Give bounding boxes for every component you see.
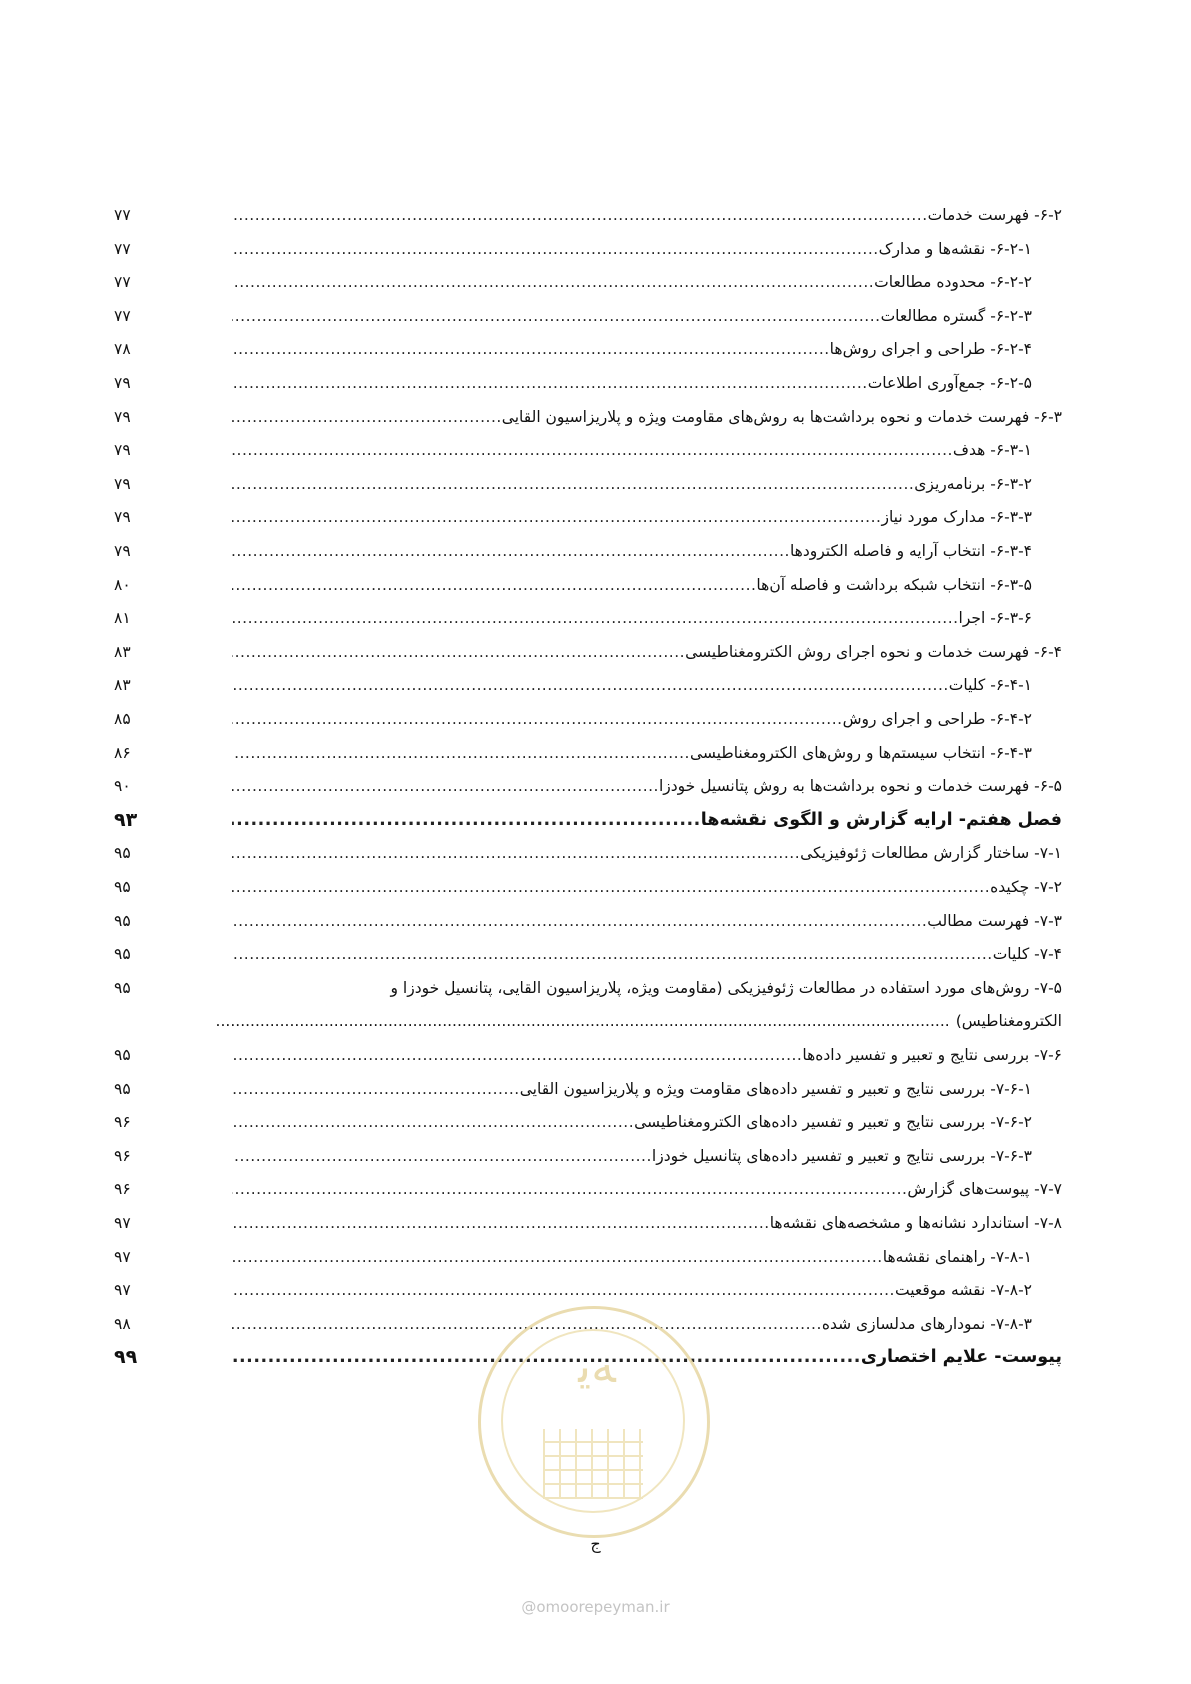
- toc-entry-title: ۷-۸-۱- راهنمای نقشه‌ها: [882, 1248, 1032, 1266]
- toc-entry-title: ۷-۸- استاندارد نشانه‌ها و مشخصه‌های نقشه‌ها: [769, 1214, 1062, 1232]
- toc-entry[interactable]: [100, 1273, 1062, 1307]
- toc-entry-page: ۹۵: [114, 844, 131, 862]
- toc-entry[interactable]: [100, 870, 1062, 904]
- toc-entry[interactable]: [100, 534, 1062, 568]
- watermark-seal: [478, 1306, 710, 1538]
- toc-entry[interactable]: [100, 601, 1062, 635]
- toc-entry-title: ۶-۲-۱- نقشه‌ها و مدارک: [878, 240, 1032, 258]
- toc-entry-title: ۷-۸-۲- نقشه موقعیت: [894, 1281, 1032, 1299]
- toc-entry-title: ۶-۳-۵- انتخاب شبکه برداشت و فاصله آن‌ها: [756, 576, 1032, 594]
- toc-entry[interactable]: [100, 803, 1062, 837]
- toc-entry[interactable]: [100, 332, 1062, 366]
- toc-entry[interactable]: [100, 467, 1062, 501]
- toc-entry[interactable]: [100, 1072, 1062, 1106]
- toc-leader-dots: [232, 508, 881, 526]
- toc-entry-title: ۶-۳- فهرست خدمات و نحوه برداشت‌ها به روش‌های مقاومت ویژه و پلاریزاسیون القایی: [501, 408, 1062, 426]
- toc-entry-page: ۷۹: [114, 374, 131, 392]
- toc-entry[interactable]: [100, 568, 1062, 602]
- toc-entry[interactable]: [100, 769, 1062, 803]
- toc-entry-page: ۷۷: [114, 240, 131, 258]
- toc-entry-page: ۹۳: [114, 809, 138, 831]
- toc-entry-page: ۸۳: [114, 676, 131, 694]
- toc-leader-dots: [232, 676, 949, 694]
- toc-leader-dots: [232, 1214, 770, 1232]
- toc-entry-page: ۸۶: [114, 744, 131, 762]
- toc-entry-page: ۸۳: [114, 643, 131, 661]
- toc-entry-page: ۷۷: [114, 273, 131, 291]
- toc-entry-title: ۷-۸-۳- نمودارهای مدلسازی شده: [821, 1315, 1032, 1333]
- toc-entry-title: ۷-۶- بررسی نتایج و تعبیر و تفسیر داده‌ها: [802, 1046, 1062, 1064]
- toc-entry-page: ۷۹: [114, 542, 131, 560]
- toc-entry-title: ۷-۴- کلیات: [992, 945, 1062, 963]
- toc-entry-title: ۶-۲-۲- محدوده مطالعات: [874, 273, 1032, 291]
- toc-leader-dots: [232, 273, 874, 291]
- toc-leader-dots: [232, 878, 990, 896]
- toc-leader-dots: [232, 1281, 895, 1299]
- toc-leader-dots: [232, 643, 685, 661]
- watermark-url: @omoorepeyman.ir: [521, 1598, 670, 1616]
- toc-entry-page: ۷۷: [114, 307, 131, 325]
- toc-entry[interactable]: [100, 1139, 1062, 1173]
- toc-entry[interactable]: [100, 1206, 1062, 1240]
- toc-entry-title: ۶-۳-۶- اجرا: [958, 609, 1032, 627]
- toc-leader-dots: [232, 542, 790, 560]
- toc-entry[interactable]: [100, 366, 1062, 400]
- toc-entry-page: ۹۹: [114, 1346, 138, 1368]
- toc-entry-page: ۹۶: [114, 1113, 131, 1131]
- toc-entry-page: ۹۵: [114, 1046, 131, 1064]
- toc-entry-page: ۹۵: [114, 945, 131, 963]
- toc-entry-title: ۶-۴-۲- طراحی و اجرای روش: [842, 710, 1032, 728]
- page-number: ج: [590, 1534, 601, 1553]
- toc-entry[interactable]: [100, 433, 1062, 467]
- toc-leader-dots: [232, 1046, 802, 1064]
- toc-leader-dots: [232, 374, 868, 392]
- toc-leader-dots: [232, 408, 502, 426]
- toc-entry-title: ۷-۳- فهرست مطالب: [927, 912, 1062, 930]
- toc-leader-dots: [232, 777, 659, 795]
- toc-leader-dots: [232, 340, 830, 358]
- toc-entry-title: ۶-۴-۳- انتخاب سیستم‌ها و روش‌های الکترومغناطیسی: [689, 744, 1032, 762]
- toc-entry-page: ۷۷: [114, 206, 131, 224]
- toc-entry-page: ۹۵: [114, 979, 131, 997]
- toc-leader-dots: [232, 1147, 652, 1165]
- toc-entry-page: ۷۹: [114, 508, 131, 526]
- toc-entry-title-continued: الکترومغناطیس): [955, 1012, 1062, 1030]
- toc-entry-page: ۷۸: [114, 340, 131, 358]
- toc-entry-page: ۹۶: [114, 1147, 131, 1165]
- toc-leader-dots: [216, 1012, 950, 1030]
- toc-entry-title: ۷-۱- ساختار گزارش مطالعات ژئوفیزیکی: [800, 844, 1062, 862]
- toc-entry-title: ۷-۶-۲- بررسی نتایج و تعبیر و تفسیر داده‌های الکترومغناطیسی: [634, 1113, 1032, 1131]
- toc-entry-wrapped-line2[interactable]: [100, 1004, 1062, 1038]
- toc-entry-page: ۸۵: [114, 710, 131, 728]
- toc-entry-page: ۹۵: [114, 1080, 131, 1098]
- toc-leader-dots: [232, 945, 993, 963]
- toc-entry-page: ۹۶: [114, 1180, 131, 1198]
- toc-entry-page: ۹۷: [114, 1281, 131, 1299]
- toc-leader-dots: [232, 1113, 634, 1131]
- toc-entry-title: ۶-۴-۱- کلیات: [948, 676, 1032, 694]
- toc-leader-dots: [232, 576, 756, 594]
- toc-entry[interactable]: [100, 1105, 1062, 1139]
- toc-entry-title: فصل هفتم- ارایه گزارش و الگوی نقشه‌ها: [700, 810, 1062, 830]
- toc-leader-dots: [232, 1080, 520, 1098]
- toc-entry-title: ۶-۳-۴- انتخاب آرایه و فاصله الکترودها: [789, 542, 1032, 560]
- toc-entry-title: پیوست- علایم اختصاری: [860, 1347, 1062, 1367]
- toc-entry[interactable]: [100, 299, 1062, 333]
- toc-leader-dots: [232, 1248, 883, 1266]
- toc-entry[interactable]: [100, 265, 1062, 299]
- toc-entry-page: ۸۰: [114, 576, 131, 594]
- toc-entry-page: ۹۸: [114, 1315, 131, 1333]
- toc-entry-title: ۶-۳-۱- هدف: [952, 441, 1032, 459]
- toc-entry-page: ۷۹: [114, 441, 131, 459]
- toc-entry[interactable]: [100, 1172, 1062, 1206]
- toc-entry[interactable]: [100, 635, 1062, 669]
- toc-entry-page: ۹۵: [114, 878, 131, 896]
- toc-entry[interactable]: [100, 702, 1062, 736]
- toc-entry-title: ۷-۵- روش‌های مورد استفاده در مطالعات ژئوفیزیکی (مقاومت ویژه، پلاریزاسیون القایی، پتانسیل خودزا و: [390, 979, 1062, 997]
- toc-entry-title: ۷-۲- چکیده: [990, 878, 1062, 896]
- toc-entry[interactable]: [100, 198, 1062, 232]
- toc-entry-title: ۶-۳-۲- برنامه‌ریزی: [914, 475, 1032, 493]
- toc-entry-title: ۶-۵- فهرست خدمات و نحوه برداشت‌ها به روش پتانسیل خودزا: [658, 777, 1062, 795]
- toc-entry[interactable]: [100, 500, 1062, 534]
- toc-entry[interactable]: [100, 937, 1062, 971]
- toc-entry[interactable]: [100, 1038, 1062, 1072]
- toc-entry[interactable]: [100, 736, 1062, 770]
- toc-entry-title: ۶-۳-۳- مدارک مورد نیاز: [881, 508, 1032, 526]
- toc-leader-dots: [232, 710, 843, 728]
- toc-entry-title: ۶-۲-۵- جمع‌آوری اطلاعات: [867, 374, 1032, 392]
- toc-entry-title: ۶-۲-۳- گستره مطالعات: [880, 307, 1032, 325]
- toc-leader-dots: [232, 1180, 907, 1198]
- toc-leader-dots: [232, 206, 928, 224]
- toc-entry[interactable]: [100, 400, 1062, 434]
- toc-entry-page: ۹۰: [114, 777, 131, 795]
- toc-entry[interactable]: [100, 904, 1062, 938]
- toc-entry-title: ۷-۷- پیوست‌های گزارش: [907, 1180, 1062, 1198]
- toc-entry-title: ۶-۴- فهرست خدمات و نحوه اجرای روش الکترومغناطیسی: [685, 643, 1062, 661]
- toc-entry-title: ۷-۶-۳- بررسی نتایج و تعبیر و تفسیر داده‌های پتانسیل خودزا: [651, 1147, 1032, 1165]
- toc-entry[interactable]: [100, 668, 1062, 702]
- toc-entry-page: ۹۵: [114, 912, 131, 930]
- toc-leader-dots: [232, 475, 914, 493]
- toc-entry-page: ۸۱: [114, 609, 131, 627]
- toc-entry-title: ۶-۲-۴- طراحی و اجرای روش‌ها: [829, 340, 1032, 358]
- toc-entry-page: ۷۹: [114, 475, 131, 493]
- watermark-script-icon: ﻪﻳ: [578, 1339, 616, 1393]
- toc-entry-title: ۷-۶-۱- بررسی نتایج و تعبیر و تفسیر داده‌های مقاومت ویژه و پلاریزاسیون القایی: [519, 1080, 1032, 1098]
- toc-leader-dots: [232, 844, 800, 862]
- toc-entry[interactable]: [100, 836, 1062, 870]
- toc-entry-page: ۷۹: [114, 408, 131, 426]
- toc-leader-dots: [232, 744, 690, 762]
- toc-entry[interactable]: [100, 232, 1062, 266]
- watermark-grid-icon: [543, 1429, 643, 1499]
- toc-entry-page: ۹۷: [114, 1214, 131, 1232]
- toc-entry-wrapped[interactable]: [100, 971, 1062, 1005]
- toc-leader-dots: [232, 240, 879, 258]
- toc-entry-title: ۶-۲- فهرست خدمات: [927, 206, 1062, 224]
- toc-leader-dots: [232, 810, 701, 830]
- toc-entry[interactable]: [100, 1240, 1062, 1274]
- toc-leader-dots: [232, 441, 953, 459]
- toc-leader-dots: [232, 609, 959, 627]
- toc-leader-dots: [232, 307, 881, 325]
- toc-entry-page: ۹۷: [114, 1248, 131, 1266]
- toc-leader-dots: [232, 912, 927, 930]
